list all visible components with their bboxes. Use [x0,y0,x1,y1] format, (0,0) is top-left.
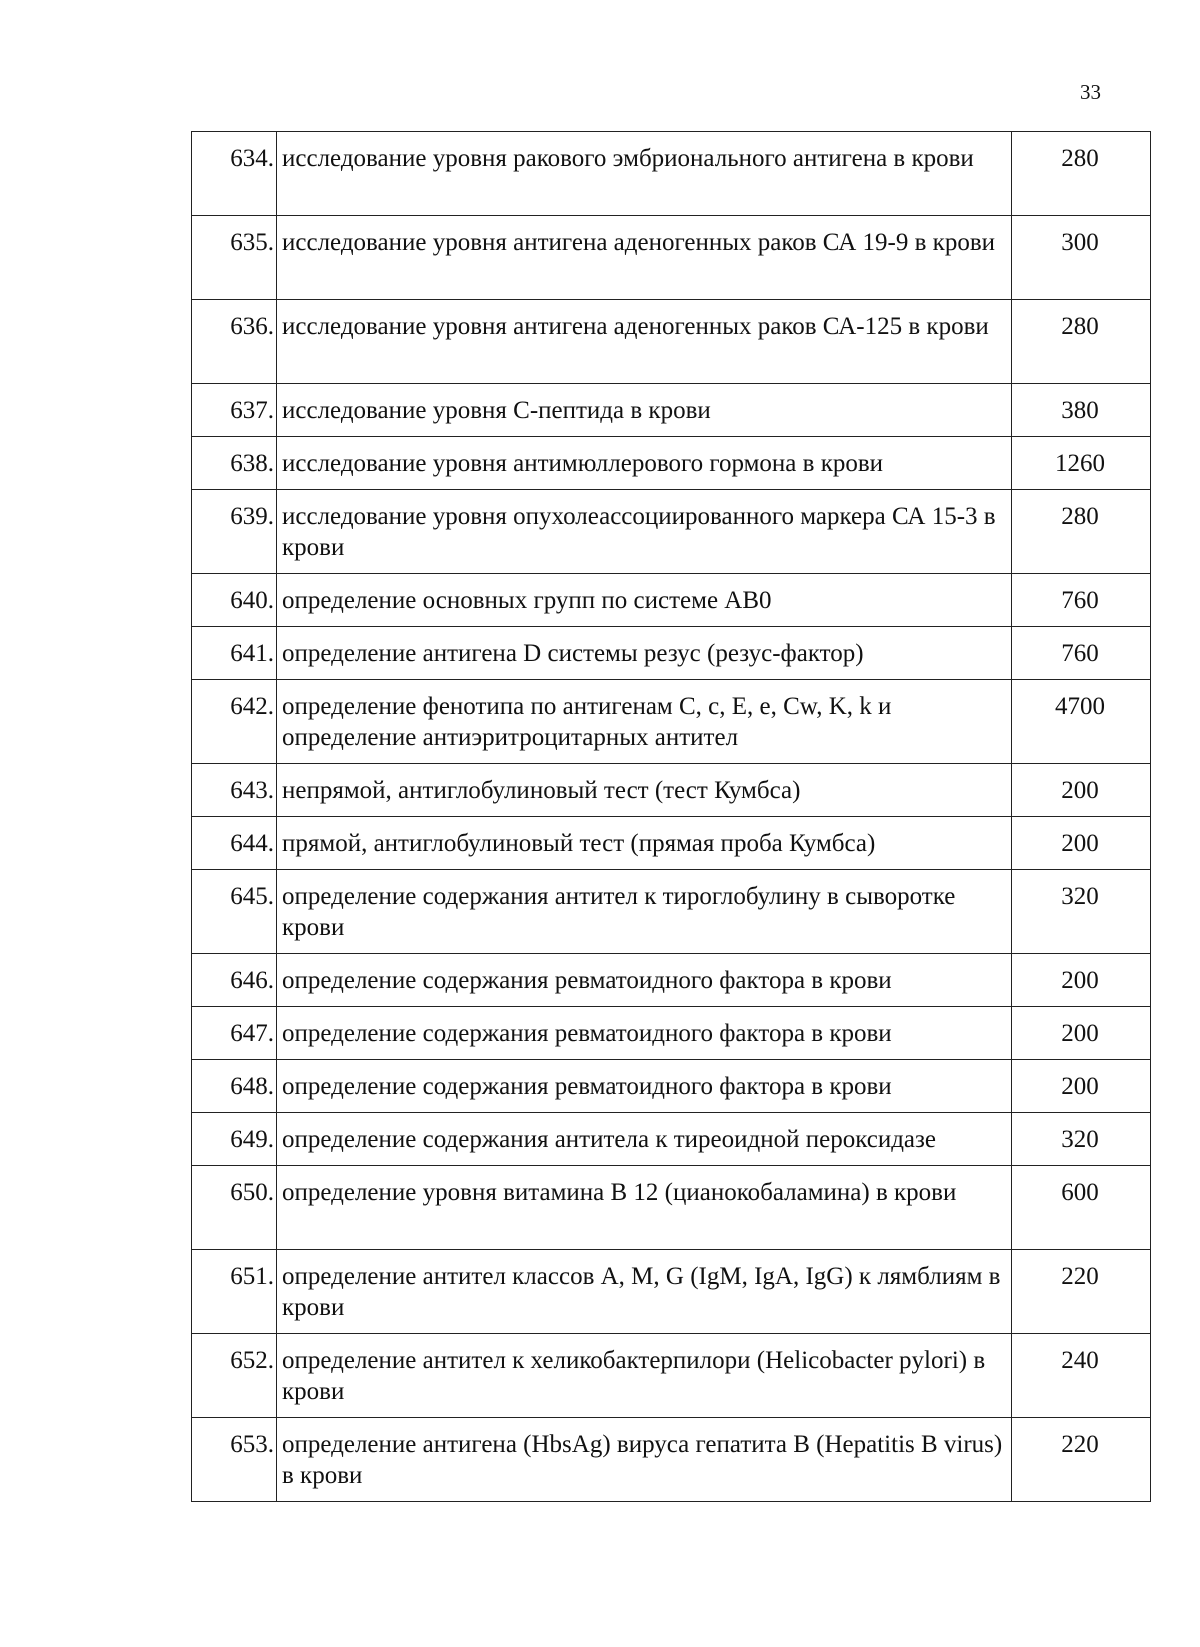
service-price: 200 [1012,1007,1151,1060]
page-number: 33 [1080,80,1101,104]
service-name: исследование уровня антигена аденогенных раков СА-125 в крови [277,300,1012,384]
row-number: 645. [192,870,277,954]
service-price: 280 [1012,490,1151,574]
table-row [192,1166,1151,1250]
table-row [192,1250,1151,1334]
service-price: 380 [1012,384,1151,437]
service-name: определение антител классов A, M, G (IgM, IgA, IgG) к лямблиям в крови [277,1250,1012,1334]
row-number: 638. [192,437,277,490]
service-price: 760 [1012,627,1151,680]
row-number: 634. [192,132,277,216]
service-name: определение основных групп по системе АВ0 [277,574,1012,627]
table-row [192,300,1151,384]
table-row [192,1113,1151,1166]
row-number: 653. [192,1418,277,1502]
row-number: 640. [192,574,277,627]
row-number: 644. [192,817,277,870]
service-name: определение фенотипа по антигенам С, с, Е, е, Cw, K, k и определение антиэритроцитарных антител [277,680,1012,764]
service-name: непрямой, антиглобулиновый тест (тест Кумбса) [277,764,1012,817]
table-row [192,954,1151,1007]
table-row [192,574,1151,627]
row-number: 641. [192,627,277,680]
service-name: определение содержания антител к тироглобулину в сыворотке крови [277,870,1012,954]
service-name: определение содержания ревматоидного фактора в крови [277,1007,1012,1060]
service-price: 240 [1012,1334,1151,1418]
row-number: 636. [192,300,277,384]
service-name: определение антигена D системы резус (резус-фактор) [277,627,1012,680]
service-price: 280 [1012,132,1151,216]
table-row [192,870,1151,954]
service-price: 4700 [1012,680,1151,764]
row-number: 643. [192,764,277,817]
table-row [192,216,1151,300]
table-body [192,132,1151,1502]
row-number: 639. [192,490,277,574]
row-number: 642. [192,680,277,764]
service-name: определение уровня витамина В 12 (цианокобаламина) в крови [277,1166,1012,1250]
service-price: 300 [1012,216,1151,300]
row-number: 637. [192,384,277,437]
service-name: определение антител к хеликобактерпилори (Helicobacter pylori) в крови [277,1334,1012,1418]
row-number: 635. [192,216,277,300]
row-number: 649. [192,1113,277,1166]
service-price: 280 [1012,300,1151,384]
service-name: исследование уровня С-пептида в крови [277,384,1012,437]
service-name: исследование уровня ракового эмбрионального антигена в крови [277,132,1012,216]
service-name: исследование уровня опухолеассоциированного маркера СА 15-3 в крови [277,490,1012,574]
table-row [192,627,1151,680]
price-table [191,131,1151,1502]
service-price: 200 [1012,954,1151,1007]
row-number: 651. [192,1250,277,1334]
table-row [192,384,1151,437]
table-row [192,1007,1151,1060]
table-row [192,1418,1151,1502]
table-row [192,132,1151,216]
table-row [192,764,1151,817]
row-number: 650. [192,1166,277,1250]
service-price: 320 [1012,870,1151,954]
service-price: 1260 [1012,437,1151,490]
row-number: 652. [192,1334,277,1418]
service-price: 760 [1012,574,1151,627]
row-number: 647. [192,1007,277,1060]
service-name: прямой, антиглобулиновый тест (прямая проба Кумбса) [277,817,1012,870]
service-name: исследование уровня антигена аденогенных раков СА 19-9 в крови [277,216,1012,300]
table-row [192,1060,1151,1113]
service-price: 200 [1012,1060,1151,1113]
service-price: 200 [1012,817,1151,870]
service-name: исследование уровня антимюллерового гормона в крови [277,437,1012,490]
table-row [192,490,1151,574]
service-price: 600 [1012,1166,1151,1250]
row-number: 648. [192,1060,277,1113]
service-name: определение содержания ревматоидного фактора в крови [277,1060,1012,1113]
service-name: определение содержания ревматоидного фактора в крови [277,954,1012,1007]
table-row [192,817,1151,870]
row-number: 646. [192,954,277,1007]
service-name: определение содержания антитела к тиреоидной пероксидазе [277,1113,1012,1166]
service-price: 220 [1012,1250,1151,1334]
service-price: 220 [1012,1418,1151,1502]
table-row [192,437,1151,490]
table-row [192,680,1151,764]
service-name: определение антигена (HbsAg) вируса гепатита В (Hepatitis В virus) в крови [277,1418,1012,1502]
service-price: 200 [1012,764,1151,817]
table-row [192,1334,1151,1418]
service-price: 320 [1012,1113,1151,1166]
